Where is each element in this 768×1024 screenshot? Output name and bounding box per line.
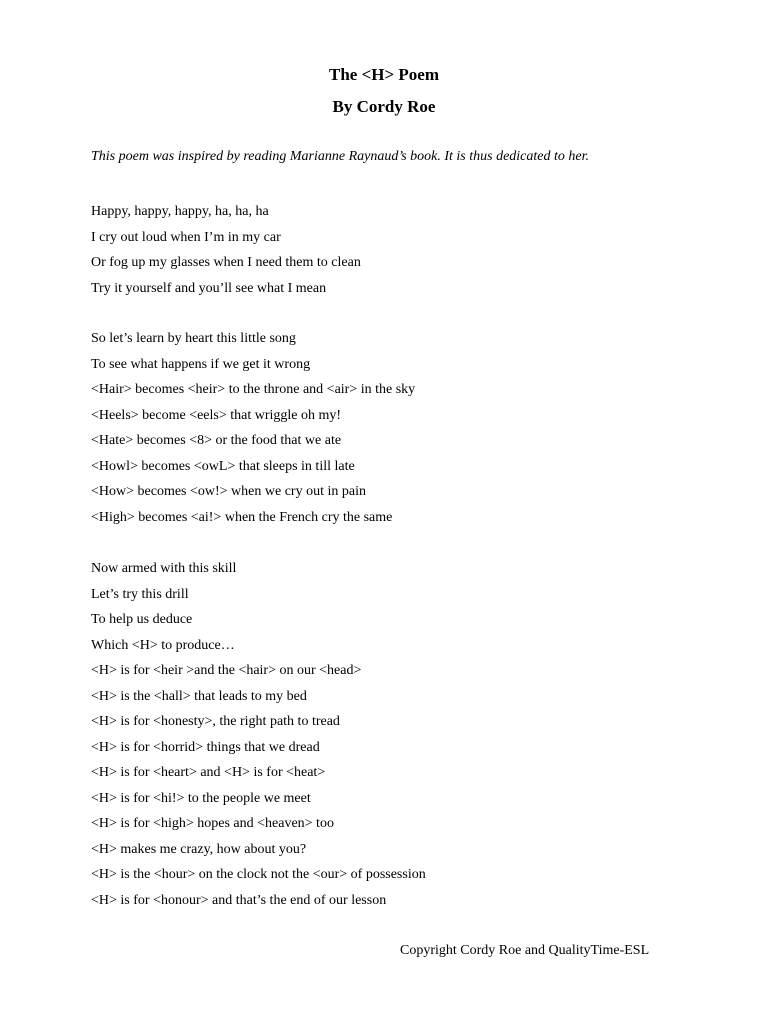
copyright-notice: Copyright Cordy Roe and QualityTime-ESL bbox=[400, 943, 650, 958]
poem-line: <H> is for <honour> and that’s the end of our lesson bbox=[91, 892, 387, 908]
poem-line: <H> makes me crazy, how about you? bbox=[91, 841, 307, 857]
poem-line: Let’s try this drill bbox=[91, 586, 189, 602]
poem-title: The <H> Poem bbox=[328, 65, 440, 84]
stanza-1 bbox=[91, 199, 361, 301]
poem-line: I cry out loud when I’m in my car bbox=[91, 229, 281, 245]
poem-line: Try it yourself and you’ll see what I mean bbox=[91, 280, 327, 296]
poem-line: Happy, happy, happy, ha, ha, ha bbox=[91, 204, 269, 219]
stanza-3 bbox=[91, 556, 426, 913]
poem-author: By Cordy Roe bbox=[332, 97, 436, 116]
poem-line: <H> is for <heart> and <H> is for <heat> bbox=[91, 765, 326, 780]
poem-line: <How> becomes <ow!> when we cry out in pain bbox=[91, 484, 366, 499]
poem-line: Or fog up my glasses when I need them to clean bbox=[91, 255, 361, 270]
poem-line: <H> is for <heir >and the <hair> on our <head> bbox=[91, 663, 362, 678]
poem-line: So let’s learn by heart this little song bbox=[91, 331, 296, 346]
dedication-text: This poem was inspired by reading Marianne Raynaud’s book. It is thus dedicated to her. bbox=[91, 149, 589, 164]
poem-line: <Hair> becomes <heir> to the throne and <air> in the sky bbox=[91, 382, 416, 397]
poem-line: <Hate> becomes <8> or the food that we ate bbox=[91, 433, 342, 448]
poem-line: <Howl> becomes <owL> that sleeps in till late bbox=[91, 458, 355, 474]
poem-line: <H> is for <high> hopes and <heaven> too bbox=[91, 816, 334, 831]
poem-line: Which <H> to produce… bbox=[91, 637, 235, 653]
poem-line: <H> is for <horrid> things that we dread bbox=[91, 739, 320, 755]
poem-line: Now armed with this skill bbox=[91, 561, 237, 576]
poem-line: <Heels> become <eels> that wriggle oh my! bbox=[91, 407, 342, 423]
poem-line: <H> is for <hi!> to the people we meet bbox=[91, 790, 311, 806]
poem-line: <High> becomes <ai!> when the French cry the same bbox=[91, 509, 393, 525]
poem-line: <H> is the <hour> on the clock not the <our> of possession bbox=[91, 867, 426, 882]
poem-line: <H> is for <honesty>, the right path to tread bbox=[91, 714, 340, 729]
stanza-2 bbox=[91, 326, 415, 530]
poem-line: To see what happens if we get it wrong bbox=[91, 356, 311, 372]
poem-line: <H> is the <hall> that leads to my bed bbox=[91, 688, 307, 704]
poem-line: To help us deduce bbox=[91, 612, 193, 627]
